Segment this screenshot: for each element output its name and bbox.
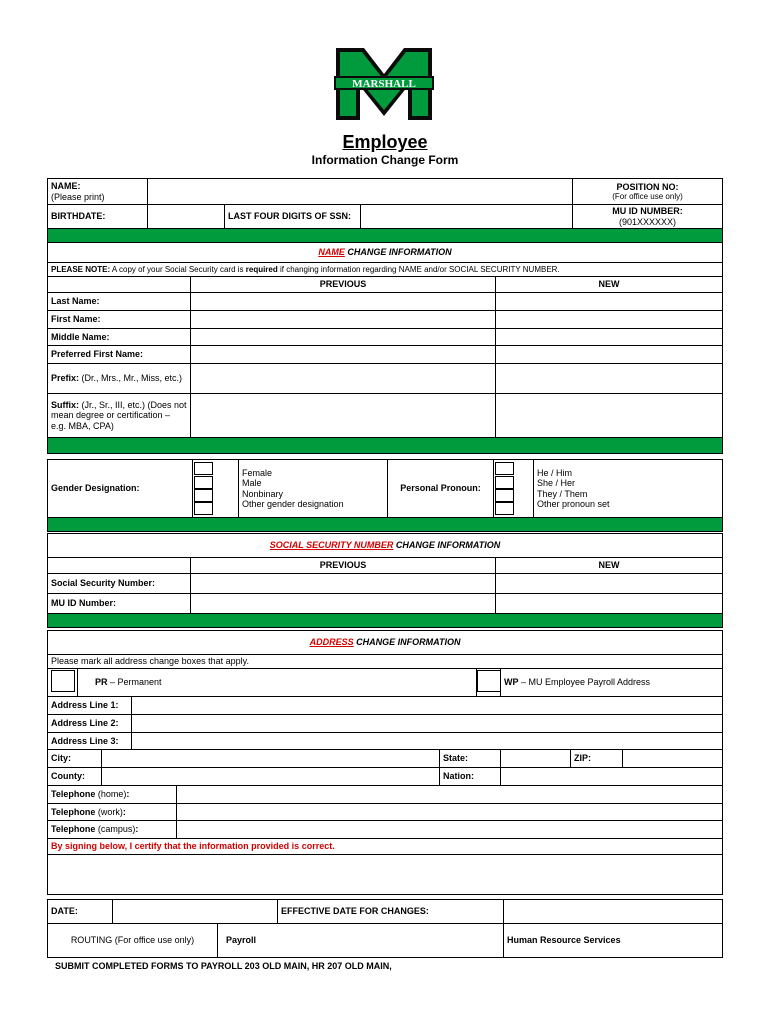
wp-checkbox[interactable]	[477, 670, 501, 692]
green-divider	[48, 614, 723, 628]
pronoun-label: Personal Pronoun:	[388, 460, 494, 518]
pronoun-other-checkbox[interactable]	[495, 502, 514, 515]
city-field[interactable]	[102, 750, 440, 768]
identity-table	[47, 178, 723, 243]
pr-checkbox[interactable]	[51, 670, 75, 692]
pronoun-she-checkbox[interactable]	[495, 476, 514, 489]
ssn-change-table	[47, 533, 723, 628]
position-label-cell: POSITION NO: (For office use only)	[573, 179, 723, 205]
muid-label-cell: MU ID NUMBER: (901XXXXXX)	[573, 205, 723, 229]
certify-text: By signing below, I certify that the information provided is correct.	[48, 839, 723, 855]
pronoun-checkboxes	[494, 460, 534, 518]
address-line1-label: Address Line 1:	[48, 697, 132, 715]
previous-header: PREVIOUS	[191, 277, 496, 293]
suffix-previous-field[interactable]	[191, 394, 496, 438]
gender-other-checkbox[interactable]	[194, 502, 213, 515]
name-change-table	[47, 242, 723, 454]
county-field[interactable]	[102, 768, 440, 786]
name-note: PLEASE NOTE: A copy of your Social Security card is required if changing information regarding NAME and/or SOCIAL SECURITY NUMBER.	[48, 263, 723, 277]
address-instruction: Please mark all address change boxes that apply.	[48, 655, 723, 669]
ssn-new-field[interactable]	[496, 574, 723, 594]
green-divider	[48, 438, 723, 454]
gender-female-checkbox[interactable]	[194, 462, 213, 475]
preferred-name-new-field[interactable]	[496, 346, 723, 364]
last-name-new-field[interactable]	[496, 293, 723, 311]
tel-home-field[interactable]	[177, 786, 723, 804]
footer-note: SUBMIT COMPLETED FORMS TO PAYROLL 203 OLD MAIN, HR 207 OLD MAIN,	[55, 961, 392, 971]
nation-label: Nation:	[440, 768, 501, 786]
preferred-name-previous-field[interactable]	[191, 346, 496, 364]
prefix-label: Prefix: (Dr., Mrs., Mr., Miss, etc.)	[48, 364, 191, 394]
date-label: DATE:	[48, 900, 113, 924]
routing-table	[47, 899, 723, 958]
address-line3-field[interactable]	[132, 733, 723, 750]
pronoun-options: He / Him She / Her They / Them Other pronoun set	[534, 460, 723, 518]
logo-word: MARSHALL	[352, 78, 416, 90]
county-label: County:	[48, 768, 102, 786]
middle-name-new-field[interactable]	[496, 329, 723, 346]
address-line2-label: Address Line 2:	[48, 715, 132, 733]
nation-field[interactable]	[501, 768, 723, 786]
tel-campus-label: Telephone (campus):	[48, 821, 177, 839]
first-name-label: First Name:	[48, 311, 191, 329]
birthdate-field[interactable]	[148, 205, 225, 229]
suffix-label: Suffix: (Jr., Sr., III, etc.) (Does not mean degree or certification – e.g. MBA, CPA)	[48, 394, 191, 438]
tel-campus-field[interactable]	[177, 821, 723, 839]
ssn-previous-field[interactable]	[191, 574, 496, 594]
ssn-field[interactable]	[361, 205, 573, 229]
tel-work-label: Telephone (work):	[48, 804, 177, 821]
address-line1-field[interactable]	[132, 697, 723, 715]
ssn-previous-header: PREVIOUS	[191, 558, 496, 574]
wp-label: WP – MU Employee Payroll Address	[501, 669, 723, 697]
suffix-new-field[interactable]	[496, 394, 723, 438]
birthdate-label: BIRTHDATE:	[48, 205, 148, 229]
state-field[interactable]	[501, 750, 571, 768]
prefix-new-field[interactable]	[496, 364, 723, 394]
address-table	[47, 630, 723, 895]
name-field[interactable]	[148, 179, 573, 205]
middle-name-previous-field[interactable]	[191, 329, 496, 346]
marshall-logo	[334, 46, 434, 122]
gender-male-checkbox[interactable]	[194, 476, 213, 489]
form-title: Employee	[342, 132, 428, 152]
address-section-title: ADDRESS CHANGE INFORMATION	[48, 631, 723, 655]
middle-name-label: Middle Name:	[48, 329, 191, 346]
address-line2-field[interactable]	[132, 715, 723, 733]
ssn-label: LAST FOUR DIGITS OF SSN:	[225, 205, 361, 229]
prefix-previous-field[interactable]	[191, 364, 496, 394]
pronoun-he-checkbox[interactable]	[495, 462, 514, 475]
last-name-label: Last Name:	[48, 293, 191, 311]
state-label: State:	[440, 750, 501, 768]
payroll-label: Payroll	[218, 924, 504, 958]
date-field[interactable]	[113, 900, 278, 924]
gender-label: Gender Designation:	[48, 460, 193, 518]
gender-checkboxes	[193, 460, 239, 518]
muid-new-field[interactable]	[496, 594, 723, 614]
green-divider	[48, 518, 723, 532]
preferred-name-label: Preferred First Name:	[48, 346, 191, 364]
first-name-new-field[interactable]	[496, 311, 723, 329]
muid-previous-field[interactable]	[191, 594, 496, 614]
gender-table	[47, 459, 723, 532]
name-section-title: NAME CHANGE INFORMATION	[48, 243, 723, 263]
hr-label: Human Resource Services	[504, 924, 723, 958]
city-label: City:	[48, 750, 102, 768]
gender-options: Female Male Nonbinary Other gender designation	[239, 460, 388, 518]
gender-nonbinary-checkbox[interactable]	[194, 489, 213, 502]
address-line3-label: Address Line 3:	[48, 733, 132, 750]
tel-home-label: Telephone (home):	[48, 786, 177, 804]
last-name-previous-field[interactable]	[191, 293, 496, 311]
pronoun-they-checkbox[interactable]	[495, 489, 514, 502]
muid-row-label: MU ID Number:	[48, 594, 191, 614]
ssn-new-header: NEW	[496, 558, 723, 574]
ssn-section-title: SOCIAL SECURITY NUMBER CHANGE INFORMATION	[48, 534, 723, 558]
ssn-row-label: Social Security Number:	[48, 574, 191, 594]
new-header: NEW	[496, 277, 723, 293]
green-divider	[48, 229, 723, 243]
routing-label: ROUTING (For office use only)	[48, 924, 218, 958]
pr-label: PR – Permanent	[78, 669, 477, 697]
zip-field[interactable]	[623, 750, 723, 768]
signature-field[interactable]	[48, 855, 723, 895]
zip-label: ZIP:	[571, 750, 623, 768]
effective-date-label: EFFECTIVE DATE FOR CHANGES:	[278, 900, 504, 924]
form-subtitle: Information Change Form	[311, 153, 459, 167]
effective-date-field[interactable]	[504, 900, 723, 924]
tel-work-field[interactable]	[177, 804, 723, 821]
name-label-cell: NAME: (Please print)	[48, 179, 148, 205]
first-name-previous-field[interactable]	[191, 311, 496, 329]
